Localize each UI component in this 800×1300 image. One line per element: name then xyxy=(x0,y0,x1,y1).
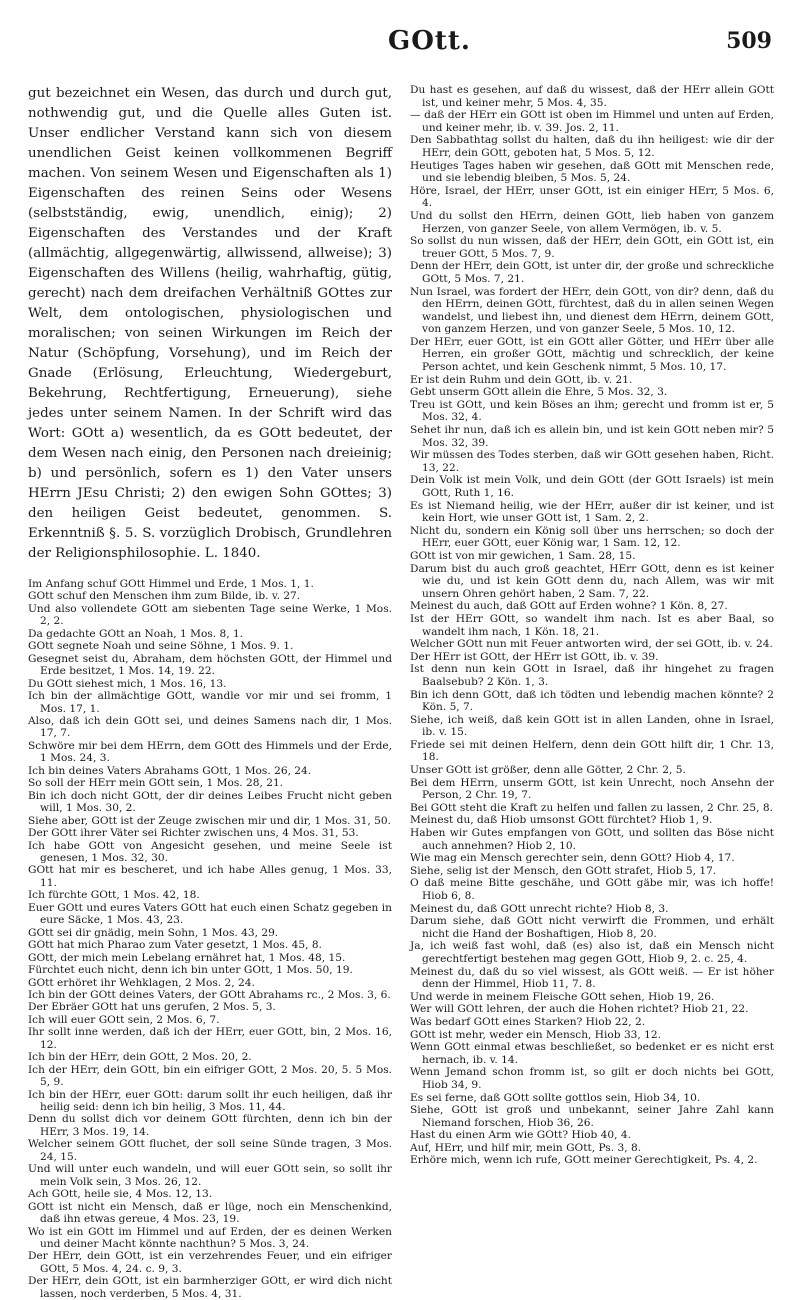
scripture-entry: Ich der HErr, dein GOtt, bin ein eifriger GOtt, 2 Mos. 20, 5. 5 Mos. 5, 9. xyxy=(28,1063,392,1089)
scripture-entry: GOtt hat mich Pharao zum Vater gesetzt, 1 Mos. 45, 8. xyxy=(28,939,322,952)
scripture-entry: Unser GOtt ist größer, denn alle Götter, 2 Chr. 2, 5. xyxy=(410,764,686,777)
scripture-entry: Wie mag ein Mensch gerechter sein, denn GOtt? Hiob 4, 17. xyxy=(410,852,735,865)
scripture-entry: Da gedachte GOtt an Noah, 1 Mos. 8, 1. xyxy=(28,627,244,640)
scripture-entry: Meinest du, daß Hiob umsonst GOtt fürchtet? Hiob 1, 9. xyxy=(410,814,713,827)
scripture-entry: GOtt hat mir es bescheret, und ich habe Alles genug, 1 Mos. 33, 11. xyxy=(28,864,392,889)
left-column xyxy=(28,84,392,1300)
scripture-entry: Meinest du, daß du so viel wissest, als GOtt weiß. — Er ist höher denn der Himmel, Hiob 11, 7. 8. xyxy=(410,965,774,991)
scripture-entry: Es sei ferne, daß GOtt sollte gottlos sein, Hiob 34, 10. xyxy=(410,1091,701,1104)
scripture-entry: Und du sollst den HErrn, deinen GOtt, lieb haben von ganzem Herzen, von ganzer Seele, von allem Vermögen, ib. v. 5. xyxy=(410,209,774,235)
scripture-entry: Fürchtet euch nicht, denn ich bin unter GOtt, 1 Mos. 50, 19. xyxy=(28,964,353,977)
scripture-entry: So sollst du nun wissen, daß der HErr, dein GOtt, ein GOtt ist, ein treuer GOtt, 5 Mos. 7, 9. xyxy=(410,235,774,260)
scripture-entry: GOtt ist nicht ein Mensch, daß er lüge, noch ein Menschenkind, daß ihn etwas gereue, 4 Mos. 23, 19. xyxy=(28,1200,392,1226)
scripture-entry: Ihr sollt inne werden, daß ich der HErr, euer GOtt, bin, 2 Mos. 16, 12. xyxy=(28,1026,392,1051)
scripture-entry: Der GOtt ihrer Väter sei Richter zwischen uns, 4 Mos. 31, 53. xyxy=(28,827,359,840)
scripture-entry: Ja, ich weiß fast wohl, daß (es) also ist, daß ein Mensch nicht gerechtfertigt bestehen mag gegen GOtt, Hiob 9, 2. c. 25, 4. xyxy=(410,940,774,965)
running-title: GOtt. xyxy=(388,26,471,56)
scripture-entry: Euer GOtt und eures Vaters GOtt hat euch einen Schatz gegeben in eure Säcke, 1 Mos. 43, 23. xyxy=(28,901,392,927)
scripture-entry: Ach GOtt, heile sie, 4 Mos. 12, 13. xyxy=(28,1188,213,1201)
scripture-entry: Ich bin der HErr, dein GOtt, 2 Mos. 20, 2. xyxy=(28,1051,252,1064)
page-header xyxy=(0,26,800,60)
scripture-entry: Was bedarf GOtt eines Starken? Hiob 22, 2. xyxy=(410,1015,646,1028)
scripture-entry: Heutiges Tages haben wir gesehen, daß GOtt mit Menschen rede, und sie lebendig bleiben, 5 Mos. 5, 24. xyxy=(410,159,774,185)
scripture-entry: GOtt ist mehr, weder ein Mensch, Hiob 33, 12. xyxy=(410,1028,662,1041)
scripture-entry: Darum bist du auch groß geachtet, HErr GOtt, denn es ist keiner wie du, und ist kein GOtt denn du, nach Allem, was wir mit unsern Ohren gehört haben, 2 Sam. 7, 22. xyxy=(410,562,774,600)
scripture-entry: Welcher seinem GOtt fluchet, der soll seine Sünde tragen, 3 Mos. 24, 15. xyxy=(28,1138,392,1163)
scripture-entry: Ich will euer GOtt sein, 2 Mos. 6, 7. xyxy=(28,1013,220,1026)
scripture-entry: Bin ich doch nicht GOtt, der dir deines Leibes Frucht nicht geben will, 1 Mos. 30, 2. xyxy=(28,789,392,815)
scripture-entry: O daß meine Bitte geschähe, und GOtt gäbe mir, was ich hoffe! Hiob 6, 8. xyxy=(410,877,774,902)
scripture-entry: Ich habe GOtt von Angesicht gesehen, und meine Seele ist genesen, 1 Mos. 32, 30. xyxy=(28,839,392,864)
scripture-entry: Ich fürchte GOtt, 1 Mos. 42, 18. xyxy=(28,889,200,902)
scripture-entry: Der HErr, euer GOtt, ist ein GOtt aller Götter, und HErr über alle Herren, ein großer GOtt, mächtig und schrecklich, der keine Person achtet, und kein Geschenk nimmt, 5 Mos. 10, 17. xyxy=(410,335,774,374)
scripture-entry: Haben wir Gutes empfangen von GOtt, und sollten das Böse nicht auch annehmen? Hiob 2, 10. xyxy=(410,827,774,852)
scripture-entry: Ich bin der GOtt deines Vaters, der GOtt Abrahams rc., 2 Mos. 3, 6. xyxy=(28,988,391,1001)
scripture-entry: Bei dem HErrn, unserm GOtt, ist kein Unrecht, noch Ansehn der Person, 2 Chr. 19, 7. xyxy=(410,776,774,802)
scripture-entry: Siehe, ich weiß, daß kein GOtt ist in allen Landen, ohne in Israel, ib. v. 15. xyxy=(410,713,774,739)
scripture-entry: Ich bin der HErr, euer GOtt: darum sollt ihr euch heiligen, daß ihr heilig seid: denn ich bin heilig, 3 Mos. 11, 44. xyxy=(28,1088,392,1114)
scripture-entry: Nicht du, sondern ein König soll über uns herrschen; so doch der HErr, euer GOtt, euer König war, 1 Sam. 12, 12. xyxy=(410,524,774,550)
scripture-entry: Ist der HErr GOtt, so wandelt ihm nach. Ist es aber Baal, so wandelt ihm nach, 1 Kön. 18, 21. xyxy=(410,612,774,638)
scripture-entry: So soll der HErr mein GOtt sein, 1 Mos. 28, 21. xyxy=(28,777,284,790)
scripture-entry: Und werde in meinem Fleische GOtt sehen, Hiob 19, 26. xyxy=(410,990,715,1003)
scripture-entry: Ist denn nun kein GOtt in Israel, daß ihr hingehet zu fragen Baalsebub? 2 Kön. 1, 3. xyxy=(410,663,774,688)
scripture-entry: Gebt unserm GOtt allein die Ehre, 5 Mos. 32, 3. xyxy=(410,386,668,399)
scripture-entry: Sehet ihr nun, daß ich es allein bin, und ist kein GOtt neben mir? 5 Mos. 32, 39. xyxy=(410,424,774,449)
left-entry-list xyxy=(28,578,392,1300)
scripture-entry: Gesegnet seist du, Abraham, dem höchsten GOtt, der Himmel und Erde besitzet, 1 Mos. 14, 19. 22. xyxy=(28,652,392,678)
scripture-entry: Meinest du, daß GOtt unrecht richte? Hiob 8, 3. xyxy=(410,902,669,915)
scripture-entry: Siehe aber, GOtt ist der Zeuge zwischen mir und dir, 1 Mos. 31, 50. xyxy=(28,814,391,827)
scripture-entry: GOtt schuf den Menschen ihm zum Bilde, ib. v. 27. xyxy=(28,590,301,603)
scripture-entry: Hast du einen Arm wie GOtt? Hiob 40, 4. xyxy=(410,1129,631,1142)
scripture-entry: GOtt erhöret ihr Wehklagen, 2 Mos. 2, 24. xyxy=(28,976,255,989)
scripture-entry: Erhöre mich, wenn ich rufe, GOtt meiner Gerechtigkeit, Ps. 4, 2. xyxy=(410,1154,758,1167)
scripture-entry: Schwöre mir bei dem HErrn, dem GOtt des Himmels und der Erde, 1 Mos. 24, 3. xyxy=(28,739,392,765)
scripture-entry: Wer will GOtt lehren, der auch die Hohen richtet? Hiob 21, 22. xyxy=(410,1003,749,1016)
scripture-entry: Wo ist ein GOtt im Himmel und auf Erden, der es deinen Werken und deiner Macht könnte nachthun? 5 Mos. 3, 24. xyxy=(28,1225,392,1251)
right-entry-list xyxy=(410,84,774,1167)
scripture-entry: Also, daß ich dein GOtt sei, und deines Samens nach dir, 1 Mos. 17, 7. xyxy=(28,714,392,740)
right-column xyxy=(410,84,774,1167)
scripture-entry: Meinest du auch, daß GOtt auf Erden wohne? 1 Kön. 8, 27. xyxy=(410,600,728,613)
intro-paragraph: gut bezeichnet ein Wesen, das durch und durch gut, nothwendig gut, und die Quelle alles Guten ist. Unser endlicher Verstand kann sich von diesem unendlichen Geist keinen vollkommenen Begriff machen. Von seinem Wesen und Eigenschaften als 1) Eigenschaften des reinen Seins oder Wesens (selbstständig, ewig, unendlich, einig); 2) Eigenschaften des Verstandes und der Kraft (allmächtig, allgegenwärtig, allwissend, allweise); 3) Eigenschaften des Willens (heilig, wahrhaftig, gütig, gerecht) nach dem dreifachen Verhältniß GOttes zur Welt, dem ontologischen, physiologischen und moralischen; von seinen Wirkungen im Reich der Natur (Schöpfung, Vorsehung), und im Reich der Gnade (Erlösung, Erleuchtung, Wiedergeburt, Bekehrung, Rechtfertigung, Erneuerung), siehe jedes unter seinem Namen. In der Schrift wird das Wort: GOtt a) wesentlich, da es GOtt bedeutet, der dem Wesen nach einig, den Personen nach dreieinig; b) und persönlich, sofern es 1) den Vater unsers HErrn JEsu Christi; 2) den ewigen Sohn GOttes; 3) den heiligen Geist bedeutet, genommen. S. Erkenntniß §. 5. S. vorzüglich Drobisch, Grundlehren der Religionsphilosophie. L. 1840. xyxy=(28,86,392,561)
scripture-entry: Treu ist GOtt, und kein Böses an ihm; gerecht und fromm ist er, 5 Mos. 32, 4. xyxy=(410,398,774,424)
scripture-entry: Er ist dein Ruhm und dein GOtt, ib. v. 21. xyxy=(410,373,633,386)
scripture-entry: Der HErr, dein GOtt, ist ein verzehrendes Feuer, und ein eifriger GOtt, 5 Mos. 4, 24. c. 9, 3. xyxy=(28,1250,392,1275)
scripture-entry: Den Sabbathtag sollst du halten, daß du ihn heiligest: wie dir der HErr, dein GOtt, geboten hat, 5 Mos. 5, 12. xyxy=(410,134,774,159)
page-number: 509 xyxy=(726,28,772,54)
scripture-entry: Und also vollendete GOtt am siebenten Tage seine Werke, 1 Mos. 2, 2. xyxy=(28,602,392,628)
scripture-entry: Der HErr, dein GOtt, ist ein barmherziger GOtt, er wird dich nicht lassen, noch verderben, 5 Mos. 4, 31. xyxy=(28,1275,392,1300)
scripture-entry: GOtt sei dir gnädig, mein Sohn, 1 Mos. 43, 29. xyxy=(28,926,279,939)
scripture-entry: Der HErr ist GOtt, der HErr ist GOtt, ib. v. 39. xyxy=(410,650,659,663)
scripture-entry: Darum siehe, daß GOtt nicht verwirft die Frommen, und erhält nicht die Hand der Boshaftigen, Hiob 8, 20. xyxy=(410,915,774,940)
scripture-entry: Auf, HErr, und hilf mir, mein GOtt, Ps. 3, 8. xyxy=(410,1141,642,1154)
scripture-entry: — daß der HErr ein GOtt ist oben im Himmel und unten auf Erden, und keiner mehr, ib. v. 39. Jos. 2, 11. xyxy=(410,109,774,134)
scripture-entry: Du hast es gesehen, auf daß du wissest, daß der HErr allein GOtt ist, und keiner mehr, 5 Mos. 4, 35. xyxy=(410,84,774,109)
scripture-entry: Du GOtt siehest mich, 1 Mos. 16, 13. xyxy=(28,677,227,690)
scripture-entry: GOtt ist von mir gewichen, 1 Sam. 28, 15. xyxy=(410,549,636,562)
scripture-entry: Nun Israel, was fordert der HErr, dein GOtt, von dir? denn, daß du den HErrn, deinen GOtt, fürchtest, daß du in allen seinen Wegen wandelst, und liebest ihn, und dienest dem HErrn, deinem GOtt, von ganzem Herzen, und von ganzer Seele, 5 Mos. 10, 12. xyxy=(410,285,774,336)
scripture-entry: Wir müssen des Todes sterben, daß wir GOtt gesehen haben, Richt. 13, 22. xyxy=(410,449,774,474)
scripture-entry: Denn du sollst dich vor deinem GOtt fürchten, denn ich bin der HErr, 3 Mos. 19, 14. xyxy=(28,1113,392,1138)
scripture-entry: Siehe, selig ist der Mensch, den GOtt strafet, Hiob 5, 17. xyxy=(410,864,717,877)
scripture-entry: Ich bin deines Vaters Abrahams GOtt, 1 Mos. 26, 24. xyxy=(28,764,312,777)
scripture-entry: GOtt, der mich mein Lebelang ernähret hat, 1 Mos. 48, 15. xyxy=(28,951,346,964)
scripture-entry: Höre, Israel, der HErr, unser GOtt, ist ein einiger HErr, 5 Mos. 6, 4. xyxy=(410,184,774,210)
scripture-entry: Es ist Niemand heilig, wie der HErr, außer dir ist keiner, und ist kein Hort, wie unser GOtt ist, 1 Sam. 2, 2. xyxy=(410,499,774,525)
scripture-entry: Bin ich denn GOtt, daß ich tödten und lebendig machen könnte? 2 Kön. 5, 7. xyxy=(410,688,774,714)
scripture-entry: Friede sei mit deinen Helfern, denn dein GOtt hilft dir, 1 Chr. 13, 18. xyxy=(410,738,774,764)
scripture-entry: Siehe, GOtt ist groß und unbekannt, seiner Jahre Zahl kann Niemand forschen, Hiob 36, 26. xyxy=(410,1104,774,1129)
scripture-entry: Und will unter euch wandeln, und will euer GOtt sein, so sollt ihr mein Volk sein, 3 Mos. 26, 12. xyxy=(28,1163,392,1188)
scripture-entry: Der Ebräer GOtt hat uns gerufen, 2 Mos. 5, 3. xyxy=(28,1001,276,1014)
scripture-entry: Denn der HErr, dein GOtt, ist unter dir, der große und schreckliche GOtt, 5 Mos. 7, 21. xyxy=(410,260,774,285)
scripture-entry: Dein Volk ist mein Volk, und dein GOtt (der GOtt Israels) ist mein GOtt, Ruth 1, 16. xyxy=(410,474,774,499)
scripture-entry: Wenn GOtt einmal etwas beschließet, so bedenket er es nicht erst hernach, ib. v. 14. xyxy=(410,1041,774,1066)
scripture-entry: Welcher GOtt nun mit Feuer antworten wird, der sei GOtt, ib. v. 24. xyxy=(410,638,773,651)
scripture-entry: GOtt segnete Noah und seine Söhne, 1 Mos. 9. 1. xyxy=(28,640,294,653)
scripture-entry: Ich bin der allmächtige GOtt, wandle vor mir und sei fromm, 1 Mos. 17, 1. xyxy=(28,690,392,715)
scripture-entry: Im Anfang schuf GOtt Himmel und Erde, 1 Mos. 1, 1. xyxy=(28,578,314,590)
scripture-entry: Wenn Jemand schon fromm ist, so gilt er doch nichts bei GOtt, Hiob 34, 9. xyxy=(410,1066,774,1091)
scripture-entry: Bei GOtt steht die Kraft zu helfen und fallen zu lassen, 2 Chr. 25, 8. xyxy=(410,801,773,814)
